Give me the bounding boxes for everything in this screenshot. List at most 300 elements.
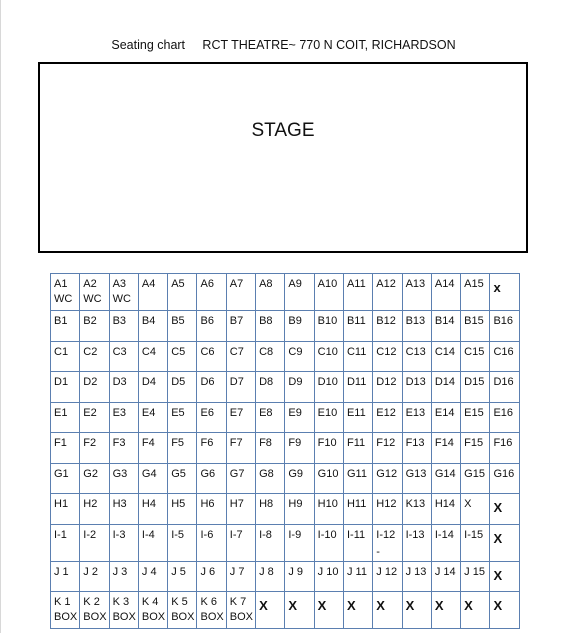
seat-number: H3 [112, 498, 127, 510]
seat-cell [402, 591, 431, 628]
seat-cell [80, 591, 109, 628]
seat-number: A2 [83, 278, 97, 290]
seat-cell [51, 524, 80, 561]
seat-number: G14 [434, 467, 456, 480]
seat-number: F12 [376, 437, 396, 449]
seat-cell [226, 561, 255, 591]
seat-cell [197, 372, 226, 403]
box-seat-label: BOX [141, 610, 166, 623]
unavailable-seat-mark: X [493, 500, 503, 515]
seat-cell [373, 561, 402, 591]
seat-cell [314, 402, 343, 433]
seat-number: I-5 [171, 528, 185, 541]
seat-number: C5 [171, 345, 186, 358]
seat-number: F8 [259, 437, 272, 449]
seat-number: G4 [141, 467, 157, 480]
seat-cell [402, 341, 431, 372]
seat-cell [197, 494, 226, 525]
seat-cell [285, 433, 314, 464]
seat-cell [490, 402, 519, 433]
seat-cell [109, 372, 138, 403]
seat-number: B3 [112, 315, 127, 327]
seat-cell [402, 402, 431, 433]
seat-number: B7 [229, 315, 244, 327]
seat-cell [226, 402, 255, 433]
seat-number: J 11 [346, 565, 367, 578]
seat-cell [314, 524, 343, 561]
seat-cell [343, 274, 372, 311]
seat-number: F10 [317, 437, 337, 449]
seat-cell [197, 402, 226, 433]
unavailable-seat-mark: X [493, 567, 503, 583]
seat-number: I-9 [288, 528, 302, 541]
seat-number: K 7 [229, 595, 247, 608]
seat-number: F11 [346, 437, 366, 449]
seat-cell [51, 372, 80, 403]
seat-number: H7 [229, 498, 244, 510]
page-title [0, 38, 567, 52]
seat-cell [51, 433, 80, 464]
seat-cell [402, 433, 431, 464]
seat-number: H14 [434, 498, 456, 510]
seat-cell [343, 311, 372, 342]
seat-cell [314, 494, 343, 525]
seat-number: K 6 [200, 595, 217, 608]
seat-cell [138, 561, 167, 591]
seat-cell [490, 591, 519, 628]
seat-number: J 9 [288, 565, 304, 578]
seat-cell [343, 524, 372, 561]
seat-cell [109, 311, 138, 342]
seat-number: E13 [405, 406, 426, 419]
seat-cell [490, 372, 519, 403]
seat-cell [490, 561, 519, 591]
unavailable-seat-mark: X [493, 530, 503, 546]
seat-number: E6 [200, 406, 214, 419]
seat-cell [168, 433, 197, 464]
seat-number: F3 [112, 437, 126, 449]
seat-cell [431, 561, 460, 591]
seat-cell [431, 311, 460, 342]
seat-cell [197, 591, 226, 628]
seat-cell [461, 311, 490, 342]
seat-number: F13 [405, 437, 425, 449]
seat-number: G13 [405, 467, 427, 480]
seat-cell [138, 463, 167, 494]
seat-cell [138, 591, 167, 628]
seat-cell [226, 591, 255, 628]
seat-number: G7 [229, 467, 245, 480]
seat-number: F14 [434, 437, 454, 449]
seat-number: I-6 [200, 528, 214, 541]
seat-cell [168, 524, 197, 561]
seat-number: F7 [229, 437, 243, 449]
seat-cell [402, 372, 431, 403]
seat-number: K 2 [83, 595, 100, 608]
seat-number: H8 [259, 498, 274, 510]
seat-number: A3 [112, 278, 127, 290]
seat-number: B2 [83, 315, 97, 327]
seat-number: J 10 [317, 565, 339, 578]
seat-number: G1 [54, 467, 69, 480]
seat-cell [80, 402, 109, 433]
seat-row [51, 524, 520, 561]
seat-cell [373, 433, 402, 464]
wheelchair-label: WC [83, 293, 102, 305]
seat-cell [343, 402, 372, 433]
seat-number: B14 [434, 315, 455, 327]
seat-number: D1 [54, 376, 69, 388]
seat-number: G8 [259, 467, 274, 480]
seat-number: H2 [83, 498, 98, 510]
seat-cell [256, 561, 285, 591]
seat-number: I-13 [405, 528, 425, 541]
seat-cell [256, 494, 285, 525]
seat-cell [168, 274, 197, 311]
seat-cell [197, 561, 226, 591]
seat-cell [490, 463, 519, 494]
seat-number: C12 [376, 345, 397, 358]
seat-number: J 14 [434, 565, 456, 578]
seat-number: A11 [346, 278, 366, 290]
seat-cell [51, 402, 80, 433]
seat-number: B12 [376, 315, 396, 327]
seat-cell [168, 402, 197, 433]
seat-number: E7 [229, 406, 244, 419]
seat-cell [314, 463, 343, 494]
seat-number: D3 [112, 376, 127, 388]
seat-number: B8 [259, 315, 273, 327]
seat-number: E9 [288, 406, 302, 419]
seat-cell [461, 463, 490, 494]
seat-cell [138, 524, 167, 561]
seat-cell [431, 463, 460, 494]
seat-cell [461, 274, 490, 311]
unavailable-seat-mark: X [464, 498, 472, 510]
seat-row [51, 463, 520, 494]
seat-number: J 8 [259, 565, 274, 578]
seat-number: G12 [376, 467, 398, 480]
seat-cell [109, 524, 138, 561]
seat-cell [51, 274, 80, 311]
seat-number: C11 [346, 345, 367, 358]
seat-cell [343, 463, 372, 494]
seat-cell [80, 463, 109, 494]
unavailable-seat-mark: X [405, 597, 415, 613]
seat-number: C2 [83, 345, 98, 358]
seat-cell [197, 274, 226, 311]
seat-cell [490, 524, 519, 561]
seat-cell [80, 494, 109, 525]
seat-cell [461, 561, 490, 591]
seat-number: F9 [288, 437, 302, 449]
seat-number: H11 [346, 498, 367, 510]
seat-cell [109, 494, 138, 525]
seat-cell [402, 463, 431, 494]
seat-cell [402, 561, 431, 591]
seat-number: D10 [317, 376, 338, 388]
page-edge-rule [0, 0, 1, 633]
seat-number: I-14 [434, 528, 454, 541]
seat-number: J 6 [200, 565, 216, 578]
seat-number: A12 [376, 278, 396, 290]
seat-number: E5 [171, 406, 185, 419]
seat-cell [402, 311, 431, 342]
seat-row [51, 372, 520, 403]
seat-number: B16 [493, 315, 514, 327]
seat-number: E1 [54, 406, 68, 419]
seat-cell [109, 341, 138, 372]
seat-cell [431, 433, 460, 464]
seat-cell [343, 372, 372, 403]
seat-cell [285, 402, 314, 433]
unavailable-seat-mark: X [259, 597, 268, 613]
seat-cell [461, 591, 490, 628]
seat-number: I-1 [54, 528, 67, 541]
seat-number: A14 [434, 278, 455, 290]
wheelchair-label: WC [54, 293, 73, 305]
seat-cell [461, 524, 490, 561]
unavailable-seat-mark: X [288, 597, 298, 613]
seat-number: C8 [259, 345, 274, 358]
seat-cell [373, 463, 402, 494]
seat-cell [343, 433, 372, 464]
seat-cell [285, 372, 314, 403]
seat-cell [285, 591, 314, 628]
seat-cell [314, 274, 343, 311]
seat-number: H10 [317, 498, 338, 510]
seat-cell [226, 372, 255, 403]
seat-number: A9 [288, 278, 302, 290]
seat-cell [314, 561, 343, 591]
seat-cell [109, 433, 138, 464]
seat-number: A6 [200, 278, 214, 290]
box-seat-label: BOX [112, 610, 136, 623]
seat-cell [256, 591, 285, 628]
stage-area [38, 62, 528, 253]
seat-row [51, 591, 520, 628]
unavailable-seat-mark: X [464, 597, 473, 613]
seat-number: D12 [376, 376, 397, 388]
seat-cell [80, 524, 109, 561]
seat-row [51, 494, 520, 525]
seat-number: B1 [54, 315, 68, 327]
seat-cell [431, 402, 460, 433]
seat-number: J 13 [405, 565, 427, 578]
seat-cell [138, 433, 167, 464]
wheelchair-label: WC [112, 293, 131, 305]
seat-number: B5 [171, 315, 185, 327]
seat-cell [402, 494, 431, 525]
seat-cell [197, 311, 226, 342]
seat-cell [226, 524, 255, 561]
seat-number: D8 [259, 376, 274, 388]
seat-number: G9 [288, 467, 304, 480]
seat-cell [256, 402, 285, 433]
seat-cell [285, 463, 314, 494]
seat-number: A5 [171, 278, 185, 290]
unavailable-seat-mark: X [317, 597, 327, 613]
seat-cell [490, 311, 519, 342]
seating-grid [50, 273, 520, 629]
seat-number: J 7 [229, 565, 245, 578]
seat-number: G3 [112, 467, 128, 480]
seat-cell [226, 311, 255, 342]
seat-row [51, 341, 520, 372]
seat-number: J 4 [141, 565, 157, 578]
seat-number: D15 [464, 376, 485, 388]
seat-cell [109, 274, 138, 311]
seat-cell [314, 433, 343, 464]
seat-number: D11 [346, 376, 367, 388]
seat-number: H6 [200, 498, 215, 510]
seat-number: J 2 [83, 565, 98, 578]
stage-label: STAGE [251, 120, 315, 141]
seat-cell [373, 494, 402, 525]
seat-cell [51, 494, 80, 525]
seat-number: I-11 [346, 528, 366, 541]
seat-cell [343, 591, 372, 628]
seat-cell [431, 494, 460, 525]
seat-cell [314, 311, 343, 342]
seat-cell [138, 494, 167, 525]
seat-number: C13 [405, 345, 426, 358]
seat-cell [256, 274, 285, 311]
seat-number: C3 [112, 345, 127, 358]
seat-cell [285, 341, 314, 372]
seat-cell [168, 341, 197, 372]
seat-cell [80, 274, 109, 311]
seat-cell [431, 341, 460, 372]
seat-number: B15 [464, 315, 484, 327]
seat-cell [80, 433, 109, 464]
seat-number: B4 [141, 315, 156, 327]
box-seat-label: BOX [54, 610, 78, 623]
seat-number: B6 [200, 315, 214, 327]
unavailable-seat-mark: X [346, 597, 356, 613]
seat-cell [461, 341, 490, 372]
seat-number: K13 [405, 498, 426, 510]
seat-cell [197, 463, 226, 494]
seat-cell [256, 463, 285, 494]
seat-cell [109, 591, 138, 628]
seat-cell [285, 494, 314, 525]
seat-number: K 5 [171, 595, 188, 608]
box-seat-label: BOX [171, 610, 195, 623]
seat-number: I-7 [229, 528, 243, 541]
seat-number: D6 [200, 376, 215, 388]
seat-number: A8 [259, 278, 273, 290]
seat-number: C1 [54, 345, 69, 358]
seat-number: E16 [493, 406, 514, 419]
seat-cell [343, 341, 372, 372]
unavailable-seat-mark: X [376, 597, 385, 613]
seat-number: D9 [288, 376, 303, 388]
seat-cell [138, 341, 167, 372]
seat-number: G2 [83, 467, 98, 480]
seat-number: I-15 [464, 528, 484, 541]
seat-cell [431, 274, 460, 311]
seat-cell [314, 372, 343, 403]
seat-number: I-2 [83, 528, 97, 541]
seat-cell [138, 402, 167, 433]
seat-cell [402, 524, 431, 561]
seat-cell [226, 274, 255, 311]
seat-cell [431, 591, 460, 628]
seat-cell [138, 274, 167, 311]
seat-cell [138, 311, 167, 342]
seat-cell [285, 524, 314, 561]
seat-number: G10 [317, 467, 339, 480]
seat-cell [226, 494, 255, 525]
seat-number: E4 [141, 406, 156, 419]
seat-cell [373, 524, 402, 561]
seat-cell [168, 561, 197, 591]
seat-number: D5 [171, 376, 186, 388]
seat-row [51, 561, 520, 591]
seat-cell [373, 402, 402, 433]
seat-cell [461, 402, 490, 433]
seat-cell [490, 341, 519, 372]
seat-number: C9 [288, 345, 303, 358]
seat-cell [138, 372, 167, 403]
seat-number: D13 [405, 376, 426, 388]
seat-cell [168, 463, 197, 494]
seat-number: B13 [405, 315, 426, 327]
seat-number: A13 [405, 278, 426, 290]
seat-cell [373, 372, 402, 403]
seat-cell [197, 341, 226, 372]
seat-cell [51, 341, 80, 372]
seat-number: D16 [493, 376, 514, 388]
seat-cell [168, 311, 197, 342]
seat-cell [402, 274, 431, 311]
seat-cell [343, 561, 372, 591]
seat-number: H5 [171, 498, 186, 510]
seat-row [51, 433, 520, 464]
seat-number: K 3 [112, 595, 130, 608]
seat-cell [168, 494, 197, 525]
seat-number: F2 [83, 437, 97, 449]
seat-number: B9 [288, 315, 302, 327]
seat-cell [314, 591, 343, 628]
seat-row [51, 274, 520, 311]
unavailable-seat-mark: x [493, 280, 501, 295]
seat-number: F15 [464, 437, 484, 449]
seat-cell [226, 463, 255, 494]
seat-cell [373, 591, 402, 628]
box-seat-label: BOX [200, 610, 224, 623]
seat-cell [256, 372, 285, 403]
seat-cell [314, 341, 343, 372]
seat-number: C16 [493, 345, 514, 358]
seat-cell [490, 494, 519, 525]
seat-cell [490, 274, 519, 311]
seat-cell [168, 372, 197, 403]
unavailable-seat-mark: X [493, 597, 503, 613]
seat-number: E12 [376, 406, 396, 419]
seat-number: E8 [259, 406, 273, 419]
seat-cell [285, 311, 314, 342]
seat-number: E11 [346, 406, 366, 419]
seat-number: D14 [434, 376, 456, 388]
seat-cell [373, 311, 402, 342]
seat-number: H12 [376, 498, 397, 510]
seat-number: J 5 [171, 565, 186, 578]
seat-cell [373, 341, 402, 372]
seat-cell [80, 311, 109, 342]
seat-cell [80, 341, 109, 372]
